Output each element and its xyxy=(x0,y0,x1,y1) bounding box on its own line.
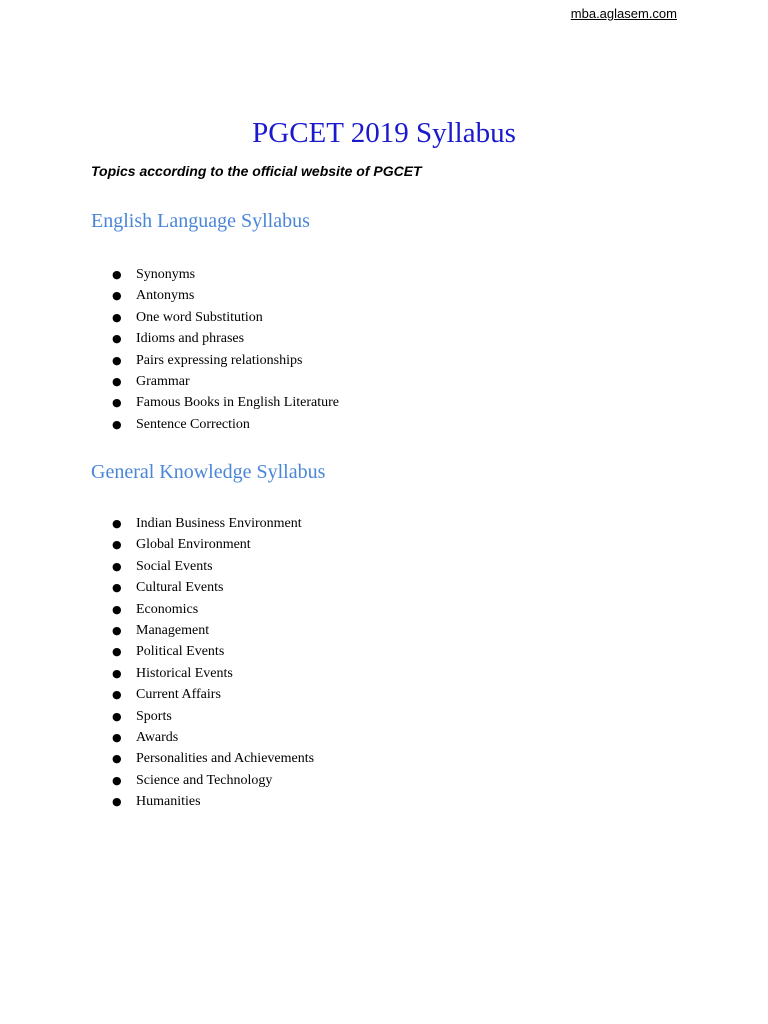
list-item xyxy=(112,414,339,435)
gk-section-heading: General Knowledge Syllabus xyxy=(91,461,326,483)
list-item-label: Pairs expressing relationships xyxy=(136,352,303,368)
list-item xyxy=(112,392,339,413)
page-title: PGCET 2019 Syllabus xyxy=(252,117,516,149)
list-item-label: Management xyxy=(136,622,210,638)
list-item xyxy=(112,663,314,684)
bullet-icon: ● xyxy=(112,268,122,281)
bullet-icon: ● xyxy=(112,310,122,324)
bullet-icon: ● xyxy=(112,623,122,637)
bullet-icon: ● xyxy=(112,709,122,723)
list-item-label: Famous Books in English Literature xyxy=(136,395,339,411)
list-item-label: Sentence Correction xyxy=(136,416,250,432)
list-item xyxy=(112,599,314,620)
bullet-icon: ● xyxy=(112,730,122,744)
site-link[interactable]: mba.aglasem.com xyxy=(570,6,677,21)
list-item xyxy=(112,264,339,285)
bullet-icon: ● xyxy=(112,353,122,367)
bullet-icon: ● xyxy=(112,773,122,787)
bullet-icon: ● xyxy=(112,517,122,530)
list-item-label: Sports xyxy=(136,708,172,724)
page-subtitle: Topics according to the official website of PGCET xyxy=(91,163,422,179)
list-item xyxy=(112,307,339,328)
list-item xyxy=(112,770,314,791)
list-item-label: Idioms and phrases xyxy=(136,331,245,347)
bullet-icon: ● xyxy=(112,417,122,431)
list-item-label: Personalities and Achievements xyxy=(136,751,315,767)
list-item-label: Political Events xyxy=(136,644,225,660)
list-item xyxy=(112,577,314,598)
list-item xyxy=(112,556,314,577)
list-item xyxy=(112,513,314,534)
list-item xyxy=(112,534,314,555)
list-item xyxy=(112,620,314,641)
bullet-icon: ● xyxy=(112,602,122,616)
list-item xyxy=(112,706,314,727)
list-item xyxy=(112,791,314,812)
bullet-icon: ● xyxy=(112,581,122,595)
bullet-icon: ● xyxy=(112,645,122,659)
list-item-label: Current Affairs xyxy=(136,687,221,703)
english-topic-list xyxy=(112,264,339,435)
list-item-label: Awards xyxy=(136,729,179,745)
bullet-icon: ● xyxy=(112,688,122,702)
gk-topic-list xyxy=(112,513,314,812)
list-item xyxy=(112,641,314,662)
list-item-label: Social Events xyxy=(136,558,213,574)
list-item-label: Indian Business Environment xyxy=(136,516,302,531)
list-item xyxy=(112,328,339,349)
bullet-icon: ● xyxy=(112,332,122,346)
english-section-heading: English Language Syllabus xyxy=(91,210,310,232)
list-item-label: Cultural Events xyxy=(136,580,224,596)
bullet-icon: ● xyxy=(112,559,122,573)
list-item-label: Science and Technology xyxy=(136,772,273,788)
list-item-label: Economics xyxy=(136,601,199,617)
list-item-label: Historical Events xyxy=(136,665,233,681)
bullet-icon: ● xyxy=(112,374,122,388)
list-item-label: Synonyms xyxy=(136,267,196,282)
bullet-icon: ● xyxy=(112,752,122,766)
list-item xyxy=(112,285,339,306)
list-item xyxy=(112,748,314,769)
list-item xyxy=(112,350,339,371)
list-item-label: Grammar xyxy=(136,373,190,389)
list-item-label: Global Environment xyxy=(136,537,251,553)
bullet-icon: ● xyxy=(112,538,122,552)
bullet-icon: ● xyxy=(112,396,122,410)
bullet-icon: ● xyxy=(112,666,122,680)
list-item-label: One word Substitution xyxy=(136,309,263,325)
list-item xyxy=(112,684,314,705)
list-item xyxy=(112,371,339,392)
list-item xyxy=(112,727,314,748)
bullet-icon: ● xyxy=(112,289,122,303)
list-item-label: Antonyms xyxy=(136,288,195,304)
bullet-icon: ● xyxy=(112,795,122,809)
list-item-label: Humanities xyxy=(136,794,201,810)
